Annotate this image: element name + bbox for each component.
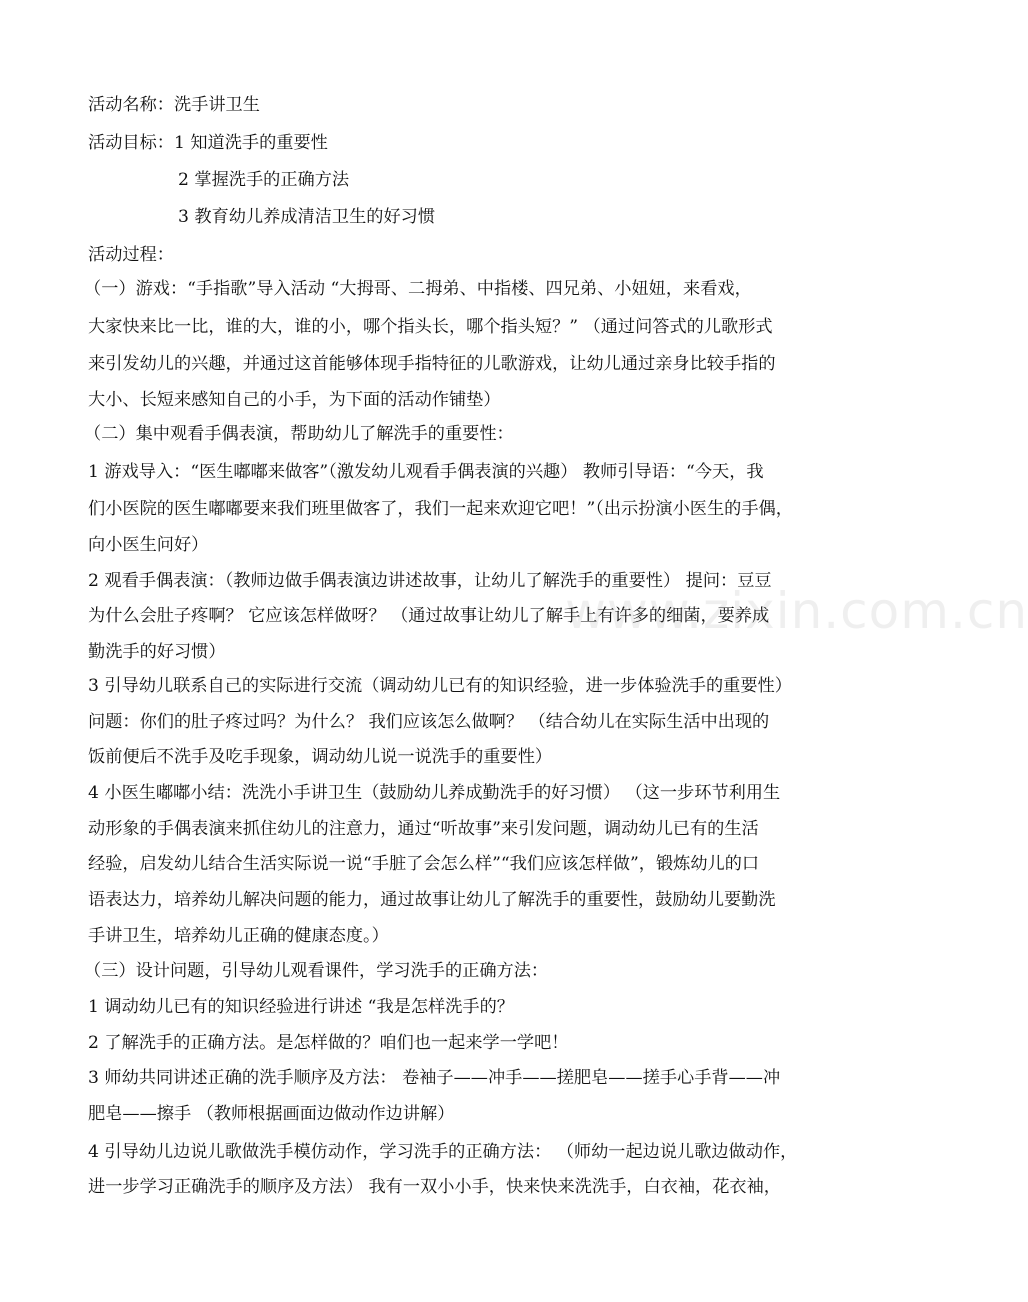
watermark: www.zixin.com.cn — [565, 582, 1028, 640]
text-line: （三）设计问题，引导幼儿观看课件，学习洗手的正确方法： — [84, 961, 549, 981]
text-line: 问题：你们的肚子疼过吗？为什么？ 我们应该怎么做啊？ （结合幼儿在实际生活中出现的 — [88, 712, 770, 732]
text-line: 1 游戏导入：“医生嘟嘟来做客”（激发幼儿观看手偶表演的兴趣） 教师引导语：“今天，我 — [88, 462, 764, 482]
text-line: 勤洗手的好习惯） — [88, 642, 226, 662]
text-line: 1 调动幼儿已有的知识经验进行讲述 “我是怎样洗手的？ — [88, 997, 514, 1017]
text-line: 经验，启发幼儿结合生活实际说一说“手脏了会怎么样”“我们应该怎样做”，锻炼幼儿的口 — [88, 854, 760, 874]
text-line: 饭前便后不洗手及吃手现象，调动幼儿说一说洗手的重要性） — [88, 747, 553, 767]
text-line: 大小、长短来感知自己的小手，为下面的活动作铺垫） — [88, 390, 501, 410]
text-line: （二）集中观看手偶表演，帮助幼儿了解洗手的重要性： — [84, 424, 514, 444]
text-line: 进一步学习正确洗手的顺序及方法） 我有一双小小手，快来快来洗洗手，白衣袖，花衣袖， — [88, 1177, 781, 1197]
goal-2: 2 掌握洗手的正确方法 — [178, 170, 350, 190]
text-line: 来引发幼儿的兴趣，并通过这首能够体现手指特征的儿歌游戏，让幼儿通过亲身比较手指的 — [88, 354, 776, 374]
text-line: 大家快来比一比，谁的大，谁的小，哪个指头长，哪个指头短？” （通过问答式的儿歌形式 — [88, 317, 773, 337]
text-line: （一）游戏：“手指歌”导入活动 “大拇哥、二拇弟、中指楼、四兄弟、小妞妞，来看戏， — [84, 279, 752, 299]
text-line: 语表达力，培养幼儿解决问题的能力，通过故事让幼儿了解洗手的重要性，鼓励幼儿要勤洗 — [88, 890, 776, 910]
text-line: 3 师幼共同讲述正确的洗手顺序及方法： 卷袖子——冲手——搓肥皂——搓手心手背——冲 — [88, 1068, 781, 1088]
text-line: 2 了解洗手的正确方法。是怎样做的？咱们也一起来学一学吧！ — [88, 1033, 569, 1053]
text-line: 手讲卫生，培养幼儿正确的健康态度。） — [88, 926, 389, 946]
goal-3: 3 教育幼儿养成清洁卫生的好习惯 — [178, 207, 436, 227]
text-line: 为什么会肚子疼啊？ 它应该怎样做呀？ （通过故事让幼儿了解手上有许多的细菌，要养成 — [88, 606, 770, 626]
goal-1: 活动目标：1 知道洗手的重要性 — [88, 133, 328, 153]
text-line: 动形象的手偶表演来抓住幼儿的注意力，通过“听故事”来引发问题，调动幼儿已有的生活 — [88, 819, 759, 839]
process-heading: 活动过程： — [88, 245, 174, 265]
text-line: 向小医生问好） — [88, 535, 209, 555]
text-line: 2 观看手偶表演：（教师边做手偶表演边讲述故事，让幼儿了解洗手的重要性） 提问：豆豆 — [88, 571, 772, 591]
text-line: 4 引导幼儿边说儿歌做洗手模仿动作，学习洗手的正确方法： （师幼一起边说儿歌边做动作， — [88, 1142, 798, 1162]
text-line: 4 小医生嘟嘟小结：洗洗小手讲卫生（鼓励幼儿养成勤洗手的好习惯） （这一步环节利用生 — [88, 783, 781, 803]
activity-name: 活动名称：洗手讲卫生 — [88, 95, 260, 115]
text-line: 3 引导幼儿联系自己的实际进行交流（调动幼儿已有的知识经验，进一步体验洗手的重要性） — [88, 676, 792, 696]
text-line: 们小医院的医生嘟嘟要来我们班里做客了，我们一起来欢迎它吧！”（出示扮演小医生的手偶， — [88, 499, 793, 519]
text-line: 肥皂——擦手 （教师根据画面边做动作边讲解） — [88, 1104, 455, 1124]
